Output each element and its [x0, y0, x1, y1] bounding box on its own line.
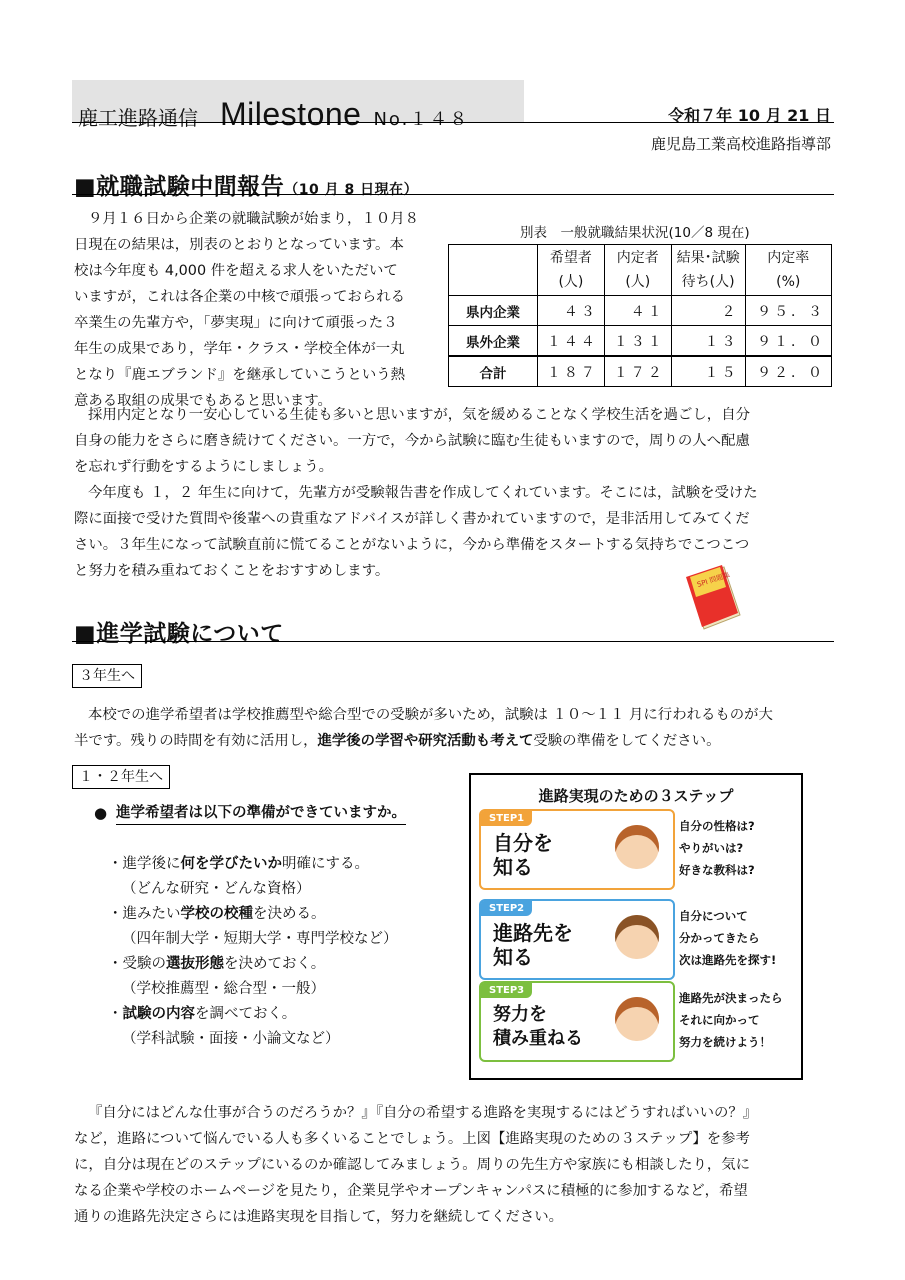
student-illustration: [615, 997, 659, 1041]
text-line: 校は今年度も 4,000 件を超える求人をいただいて: [74, 263, 398, 279]
text-line: と努力を積み重ねておくことをおすすめします。: [74, 563, 390, 579]
step-main-label: 努力を 積み重ねる: [493, 1004, 583, 1049]
section1-heading: ■就職試験中間報告: [74, 174, 285, 200]
col-header: 希望者 (人): [538, 245, 605, 296]
step-card: [479, 809, 675, 890]
checklist-items: [108, 852, 458, 1052]
grade3-emphasis: 進学後の学習や研究活動も考えて: [317, 733, 534, 749]
table-cell: ４１: [604, 296, 671, 326]
step-card: [479, 899, 675, 980]
department-name: 鹿児島工業高校進路指導部: [650, 135, 831, 153]
text-line: 際に面接で受けた質問や後輩への貴重なアドバイスが詳しく書かれていますので，是非活用してみてくだ: [74, 511, 750, 527]
section1-subtitle: （10 月 8 日現在）: [284, 182, 419, 198]
grade3-para: [74, 702, 836, 754]
text-line: となり『鹿エブランド』を継承していこうという熱: [74, 367, 405, 383]
step-main-label: 自分を 知る: [493, 831, 553, 879]
issue-date: 令和７年 10 月 21 日: [668, 106, 831, 125]
preparation-checklist: [108, 852, 458, 1052]
student-illustration: [615, 825, 659, 869]
col-header: 内定率 (%): [745, 245, 832, 296]
table-cell: １８７: [538, 356, 605, 387]
text-line: 自身の能力をさらに磨き続けてください。一方で，今から試験に臨む生徒もいますので，周りの人へ配慮: [74, 433, 750, 449]
text-line: 今年度も １，２ 年生に向けて，先輩方が受験報告書を作成してくれています。そこには，試験を受けた: [88, 485, 758, 501]
milestone-logo: Milestone: [220, 96, 362, 132]
row-label: 県外企業: [449, 326, 538, 357]
table-corner: [449, 245, 538, 296]
grade3-label: ３年生へ: [72, 664, 142, 688]
section1-title: [74, 168, 418, 201]
closing-para: [74, 1100, 836, 1230]
step-side-text: 自分の性格は? やりがいは? 好きな教科は?: [679, 819, 755, 877]
table-row: [449, 326, 832, 357]
three-steps-figure: [469, 773, 803, 1080]
section1-rule: [72, 194, 834, 195]
section1-para2: [74, 402, 836, 480]
table-cell: １５: [671, 356, 745, 387]
issue-number: No.１４８: [373, 109, 470, 130]
table-cell: １３１: [604, 326, 671, 357]
grade3-line1: 本校での進学希望者は学校推薦型や総合型での受験が多いため，試験は １０～１１ 月に行われるものが大: [88, 707, 773, 723]
row-label: 県内企業: [449, 296, 538, 326]
section2-title: ■進学試験について: [74, 621, 284, 647]
text-line: ９月１６日から企業の就職試験が始まり，１０月８: [88, 211, 419, 227]
text-line: 採用内定となり一安心している生徒も多いと思いますが，気を緩めることなく学校生活を過ごし，自分: [88, 407, 750, 423]
spi-book-illustration: [682, 565, 746, 637]
section2-rule: [72, 641, 834, 642]
col-header: 内定者 (人): [604, 245, 671, 296]
step-tag: STEP2: [481, 901, 532, 916]
table-caption: 別表 一般就職結果状況(10／8 現在): [520, 225, 750, 241]
table-cell: ２: [671, 296, 745, 326]
step-side-text: 進路先が決まったら それに向かって 努力を続けよう！: [679, 991, 783, 1049]
section1-para1: [74, 206, 442, 414]
table-header-row: [449, 245, 832, 296]
steps-title: 進路実現のための３ステップ: [538, 787, 734, 805]
checklist-note: （四年制大学・短期大学・専門学校など）: [122, 931, 398, 947]
text-line: など，進路について悩んでいる人も多くいることでしょう。上図【進路実現のための３ステップ】を参考: [74, 1131, 750, 1147]
step-side-text: 自分について 分かってきたら 次は進路先を探す!: [679, 909, 777, 967]
text-line: 年生の成果であり，学年・クラス・学校全体が一丸: [74, 341, 405, 357]
text-line: 卒業生の先輩方や，「夢実現」に向けて頑張った３: [74, 315, 398, 331]
checklist-item: ・進学後に何を学びたいか明確にする。: [108, 856, 369, 872]
bullet-heading: 進学希望者は以下の準備ができていますか。: [116, 803, 406, 825]
grade3-line2: 半です。残りの時間を有効に活用し，進学後の学習や研究活動も考えて受験の準備をしてください。: [74, 733, 721, 749]
row-label: 合計: [449, 356, 538, 387]
text-line: なる企業や学校のホームページを見たり，企業見学やオープンキャンパスに積極的に参加するなど，希望: [74, 1183, 748, 1199]
para2-lines: [74, 402, 836, 480]
text-line: 通りの進路先決定さらには進路実現を目指して，努力を継続してください。: [74, 1209, 563, 1225]
header-rule: [72, 122, 834, 123]
col-header: 結果･試験 待ち(人): [671, 245, 745, 296]
table-cell: ４３: [538, 296, 605, 326]
step-main-label: 進路先を 知る: [493, 921, 573, 969]
book-icon: [682, 565, 746, 633]
newsletter-title: [78, 96, 469, 133]
table-cell: ９５．３: [745, 296, 832, 326]
text-line: 『自分にはどんな仕事が合うのだろうか？』『自分の希望する進路を実現するにはどうすればいいの？』: [88, 1105, 758, 1121]
table-row-total: [449, 356, 832, 387]
table-cell: １４４: [538, 326, 605, 357]
para1-lines: [74, 206, 442, 414]
checklist-note: （学校推薦型・総合型・一般）: [122, 981, 325, 997]
grade12-label: １・２年生へ: [72, 765, 170, 789]
closing-lines: [74, 1100, 836, 1230]
table-cell: １７２: [604, 356, 671, 387]
bullet-dot: ●: [94, 804, 108, 822]
newsletter-name: 鹿工進路通信: [78, 106, 198, 130]
table-row: [449, 296, 832, 326]
text-line: を忘れず行動をするようにしましょう。: [74, 459, 334, 475]
checklist-note: （どんな研究・どんな資格）: [122, 881, 311, 897]
text-line: に，自分は現在どのステップにいるのか確認してみましょう。周りの先生方や家族にも相談したり，気に: [74, 1157, 751, 1173]
step-tag: STEP3: [481, 983, 532, 998]
checklist-note: （学科試験・面接・小論文など）: [122, 1031, 340, 1047]
checklist-item: ・受験の選抜形態を決めておく。: [108, 956, 326, 972]
student-illustration: [615, 915, 659, 959]
text-line: いますが，これは各企業の中核で頑張っておられる: [74, 289, 405, 305]
checklist-item: ・試験の内容を調べておく。: [108, 1006, 297, 1022]
table-cell: ９１．０: [745, 326, 832, 357]
employment-results-table: [448, 244, 832, 387]
step-tag: STEP1: [481, 811, 532, 826]
step-card: [479, 981, 675, 1062]
checklist-item: ・進みたい学校の校種を決める。: [108, 906, 326, 922]
table-cell: ９２．０: [745, 356, 832, 387]
book-label: SPI 問題集: [696, 570, 731, 589]
text-line: さい。３年生になって試験直前に慌てることがないように，今から準備をスタートする気持ちでこつこつ: [74, 537, 750, 553]
text-line: 意ある取組の成果でもあると思います。: [74, 393, 332, 409]
text-line: 日現在の結果は，別表のとおりとなっています。本: [74, 237, 404, 253]
table-cell: １３: [671, 326, 745, 357]
